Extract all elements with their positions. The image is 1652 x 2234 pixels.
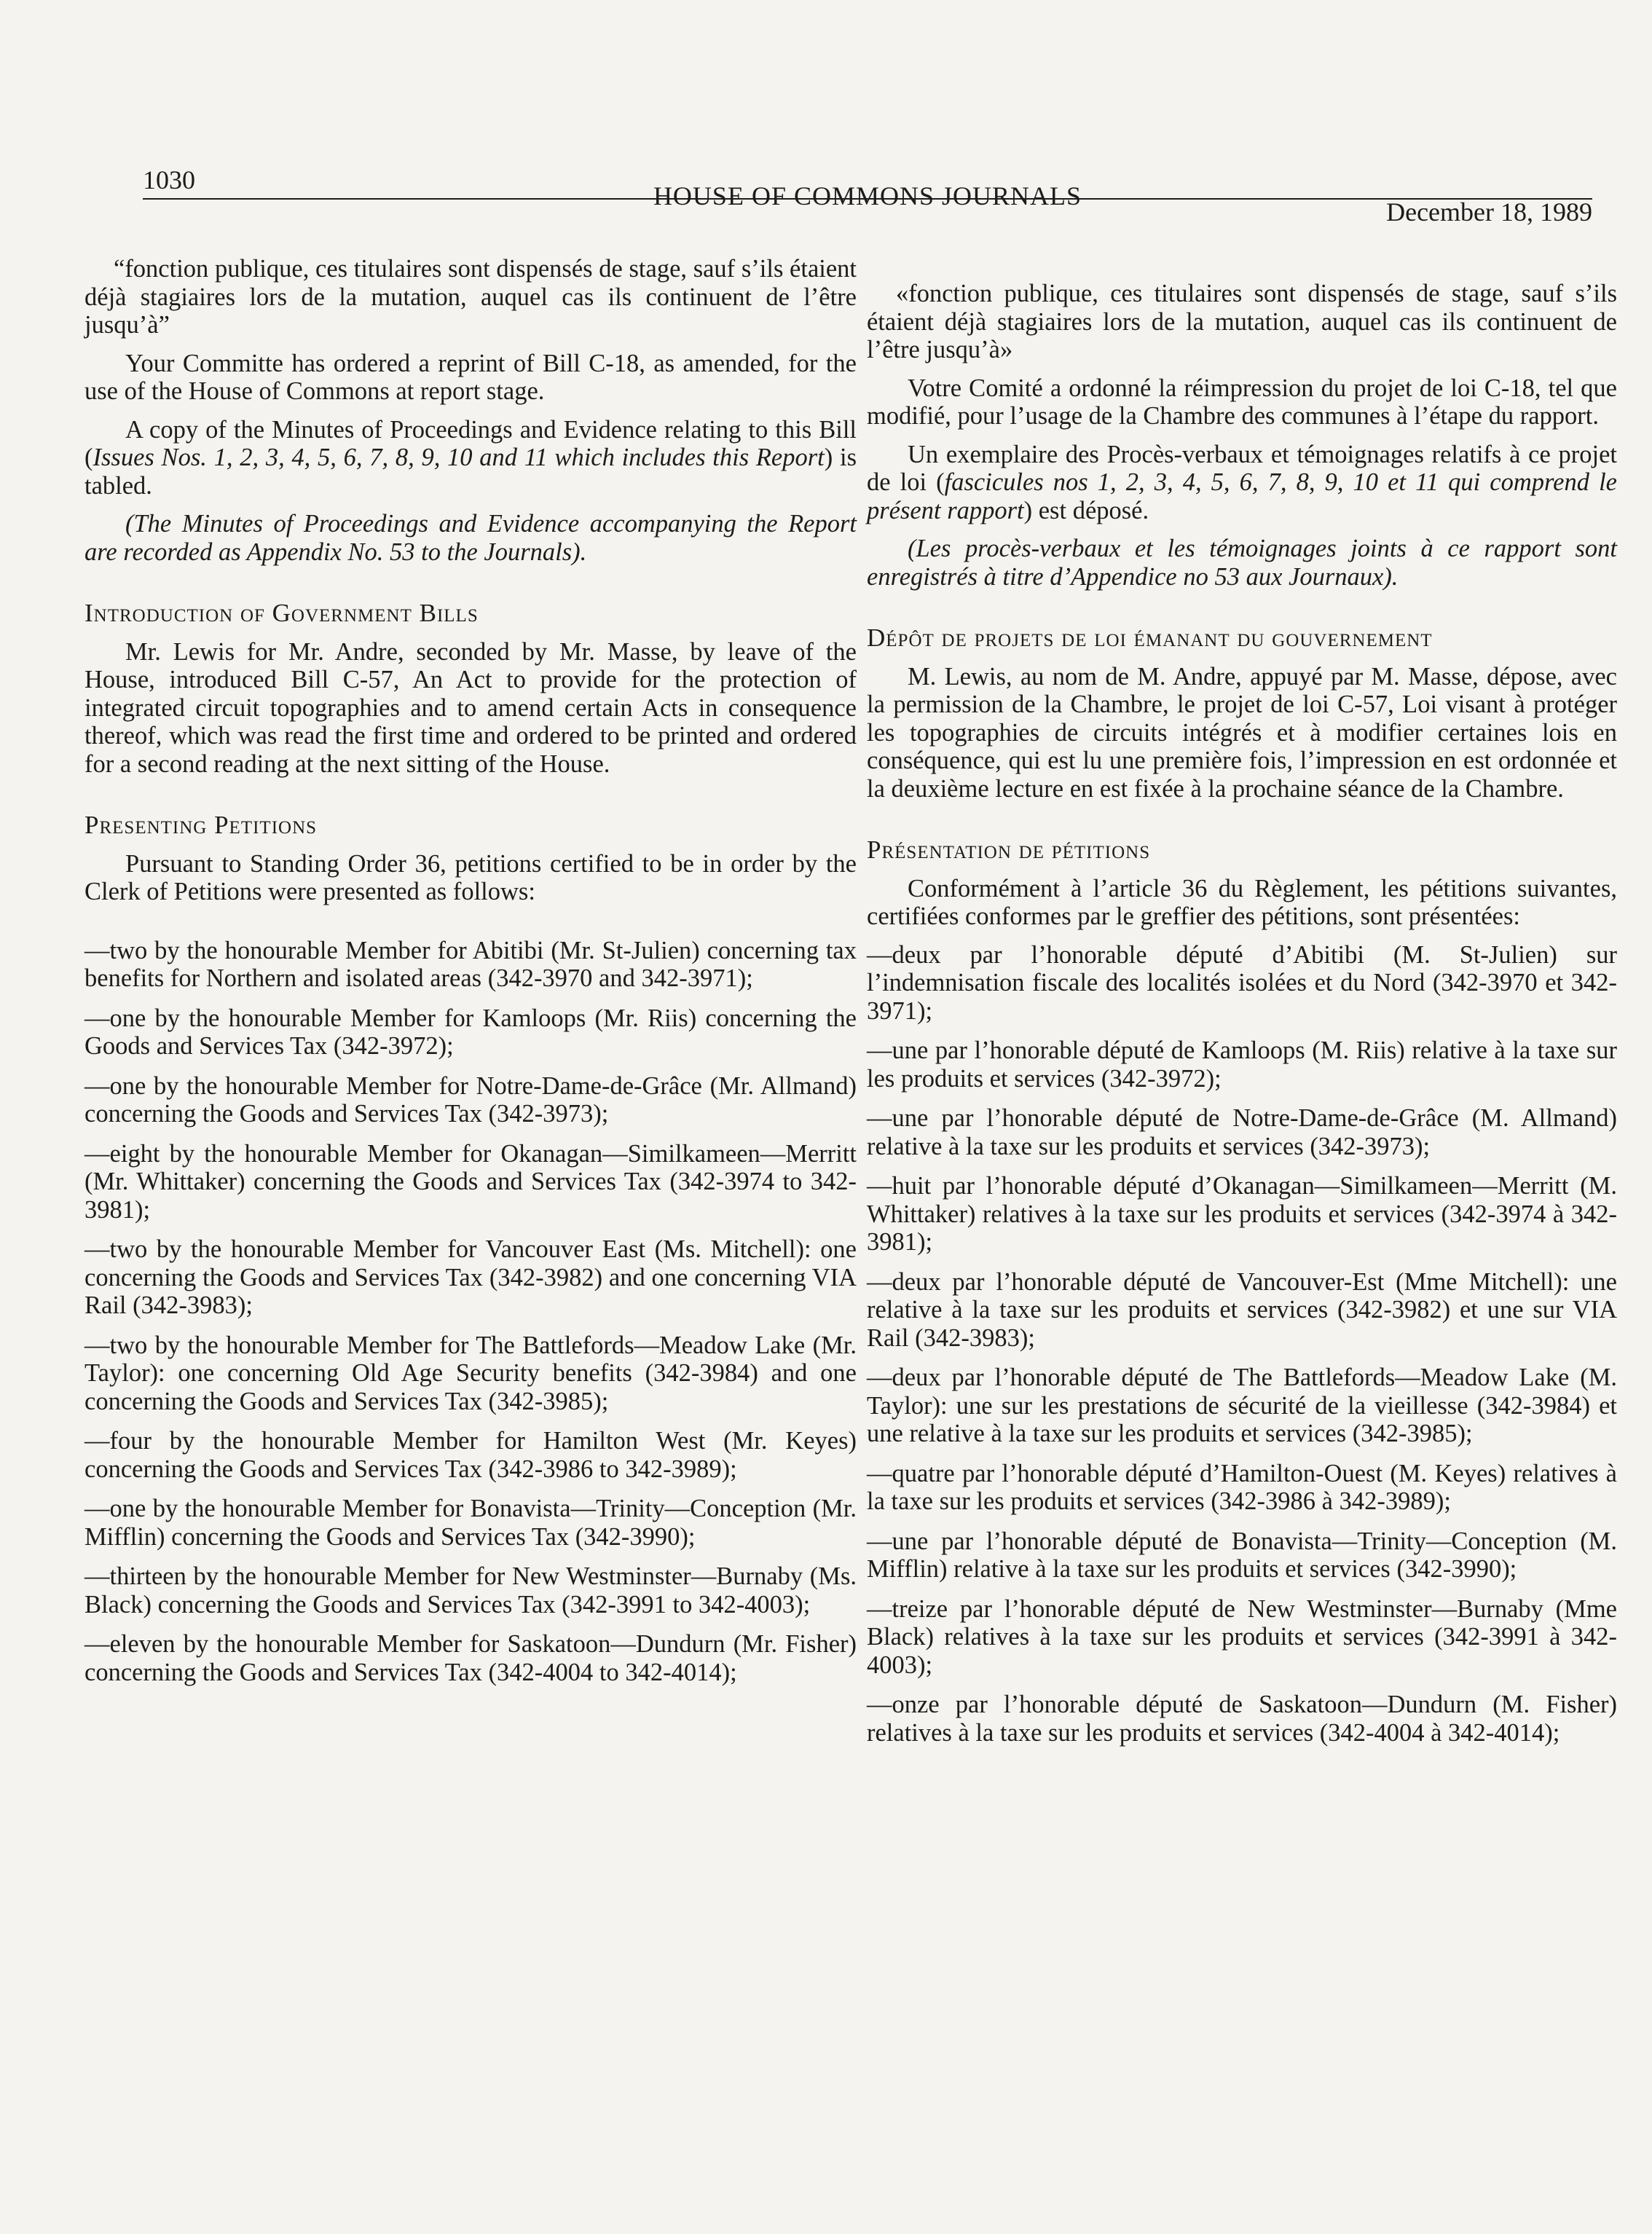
page-number: 1030 <box>143 165 195 194</box>
english-column <box>84 255 857 1698</box>
en-petition-item: —eleven by the honourable Member for Saskatoon—Dundurn (Mr. Fisher) concerning the Goods and Services Tax (342-4004 to 342-4014); <box>84 1630 857 1686</box>
fr-minutes-pre: Un exemplaire des Procès-verbaux et témoignages relatifs à ce projet de loi ( <box>867 440 1617 496</box>
fr-petition-item: —deux par l’honorable député de The Battlefords—Meadow Lake (M. Taylor): une sur les prestations de sécurité de la vieillesse (342-3984) et une relative à la taxe sur les produits et services (342-3985); <box>867 1364 1617 1447</box>
en-minutes-pre: A copy of the Minutes of Proceedings and Evidence relating to this Bill ( <box>84 415 857 471</box>
en-appendix-text: (The Minutes of Proceedings and Evidence accompanying the Report are recorded as Appendix No. 53 to the Journals). <box>84 510 857 566</box>
en-minutes-post: ) is tabled. <box>84 444 857 500</box>
journal-title: HOUSE OF COMMONS JOURNALS <box>653 181 1082 211</box>
en-petition-item: —one by the honourable Member for Notre-Dame-de-Grâce (Mr. Allmand) concerning the Goods and Services Tax (342-3973); <box>84 1071 857 1128</box>
fr-petition-item: —une par l’honorable député de Bonavista—Trinity—Conception (M. Mifflin) relative à la taxe sur les produits et services (342-3990); <box>867 1527 1617 1583</box>
fr-minutes-post: ) est déposé. <box>1023 496 1149 524</box>
fr-petition-item: —deux par l’honorable député de Vancouver-Est (Mme Mitchell): une relative à la taxe sur les produits et services (342-3982) et une sur VIA Rail (342-3983); <box>867 1267 1617 1352</box>
fr-quote-text: «fonction publique, ces titulaires sont dispensés de stage, sauf s’ils étaient déjà stagiaires lors de la mutation, auquel cas ils continuent de l’être jusqu’à» <box>867 280 1617 363</box>
fr-minutes-text <box>867 441 1617 525</box>
fr-petition-item: —huit par l’honorable député d’Okanagan—Similkameen—Merritt (M. Whittaker) relatives à la taxe sur les produits et services (342-3974 à 342-3981); <box>867 1172 1617 1256</box>
en-minutes-issues: Issues Nos. 1, 2, 3, 4, 5, 6, 7, 8, 9, 10 and 11 which includes this Report <box>93 444 825 471</box>
en-intro-heading: Introduction of Government Bills <box>84 599 479 627</box>
en-petition-item: —one by the honourable Member for Kamloops (Mr. Riis) concerning the Goods and Services Tax (342-3972); <box>84 1004 857 1060</box>
fr-petition-item: —treize par l’honorable député de New Westminster—Burnaby (Mme Black) relatives à la taxe sur les produits et services (342-3991 à 342-4003); <box>867 1594 1617 1679</box>
en-petition-item: —two by the honourable Member for Vancouver East (Ms. Mitchell): one concerning the Goods and Services Tax (342-3982) and one concerning VIA Rail (342-3983); <box>84 1235 857 1319</box>
fr-petition-item: —une par l’honorable député de Notre-Dame-de-Grâce (M. Allmand) relative à la taxe sur les produits et services (342-3973); <box>867 1104 1617 1160</box>
en-intro-text: Mr. Lewis for Mr. Andre, seconded by Mr. Masse, by leave of the House, introduced Bill C-57, An Act to provide for the protection of integrated circuit topographies and to amend certain Acts in consequence thereof, which was read the first time and ordered to be printed and ordered for a second reading at the next sitting of the House. <box>84 637 857 778</box>
en-petition-item: —thirteen by the honourable Member for New Westminster—Burnaby (Ms. Black) concerning the Goods and Services Tax (342-3991 to 342-4003); <box>84 1562 857 1619</box>
en-petition-item: —eight by the honourable Member for Okanagan—Similkameen—Merritt (Mr. Whittaker) concerning the Goods and Services Tax (342-3974 to 342-3981); <box>84 1139 857 1224</box>
page-header <box>143 159 1592 227</box>
en-petition-item: —one by the honourable Member for Bonavista—Trinity—Conception (Mr. Mifflin) concerning the Goods and Services Tax (342-3990); <box>84 1495 857 1551</box>
fr-minutes-issues: fascicules nos 1, 2, 3, 4, 5, 6, 7, 8, 9, 10 et 11 qui comprend le présent rapport <box>867 468 1617 524</box>
en-reprint-text: Your Committe has ordered a reprint of Bill C-18, as amended, for the use of the House of Commons at report stage. <box>84 349 857 405</box>
fr-petition-item: —onze par l’honorable député de Saskatoon—Dundurn (M. Fisher) relatives à la taxe sur les produits et services (342-4004 à 342-4014); <box>867 1691 1617 1747</box>
en-minutes-text <box>84 416 857 500</box>
en-petition-item: —four by the honourable Member for Hamilton West (Mr. Keyes) concerning the Goods and Services Tax (342-3986 to 342-3989); <box>84 1427 857 1483</box>
fr-appendix-text: (Les procès-verbaux et les témoignages joints à ce rapport sont enregistrés à titre d’Appendice no 53 aux Journaux). <box>867 535 1617 591</box>
en-petition-item: —two by the honourable Member for The Battlefords—Meadow Lake (Mr. Taylor): one concerning Old Age Security benefits (342-3984) and one concerning the Goods and Services Tax (342-3985); <box>84 1331 857 1415</box>
french-column <box>867 280 1617 1758</box>
fr-petitions-heading: Présentation de pétitions <box>867 835 1151 864</box>
fr-intro-heading: Dépôt de projets de loi émanant du gouvernement <box>867 624 1433 652</box>
fr-petition-item: —deux par l’honorable député d’Abitibi (M. St-Julien) sur l’indemnisation fiscale des localités isolées et du Nord (342-3970 et 342-3971); <box>867 940 1617 1025</box>
en-petitions-heading: Presenting Petitions <box>84 811 318 839</box>
header-date: December 18, 1989 <box>1386 197 1592 227</box>
fr-petitions-intro: Conformément à l’article 36 du Règlement, les pétitions suivantes, certifiées conformes par le greffier des pétitions, sont présentées: <box>867 874 1617 930</box>
fr-reprint-text: Votre Comité a ordonné la réimpression du projet de loi C-18, tel que modifié, pour l’usage de la Chambre des communes à l’étape du rapport. <box>867 374 1617 430</box>
fr-intro-text: M. Lewis, au nom de M. Andre, appuyé par M. Masse, dépose, avec la permission de la Chambre, le projet de loi C-57, Loi visant à protéger les topographies de circuits intégrés et à modifier certaines lois en conséquence, qui est lu une première fois, l’impression en est ordonnée et la deuxième lecture en est fixée à la prochaine séance de la Chambre. <box>867 662 1617 803</box>
header-rule <box>143 198 1592 200</box>
en-petition-item: —two by the honourable Member for Abitibi (Mr. St-Julien) concerning tax benefits for Northern and isolated areas (342-3970 and 342-3971); <box>84 936 857 992</box>
en-quote-text: “fonction publique, ces titulaires sont dispensés de stage, sauf s’ils étaient déjà stagiaires lors de la mutation, auquel cas ils continuent de l’être jusqu’à” <box>84 255 857 339</box>
fr-petition-item: —quatre par l’honorable député d’Hamilton-Ouest (M. Keyes) relatives à la taxe sur les produits et services (342-3986 à 342-3989); <box>867 1459 1617 1515</box>
en-petitions-intro: Pursuant to Standing Order 36, petitions certified to be in order by the Clerk of Petitions were presented as follows: <box>84 849 857 905</box>
fr-petition-item: —une par l’honorable député de Kamloops (M. Riis) relative à la taxe sur les produits et services (342-3972); <box>867 1037 1617 1093</box>
